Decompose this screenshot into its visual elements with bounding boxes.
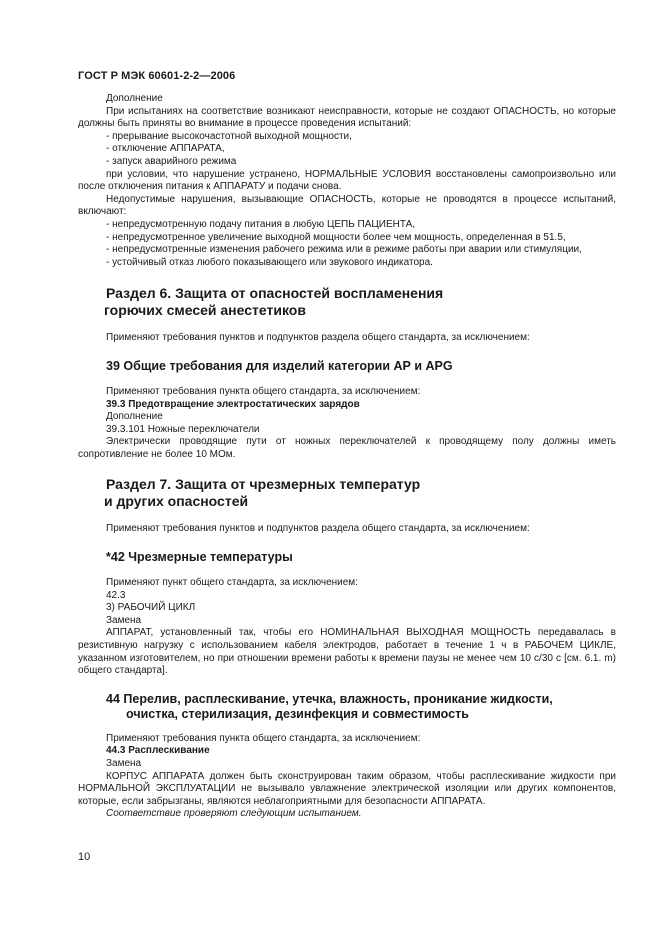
paragraph: при условии, что нарушение устранено, НОРМАЛЬНЫЕ УСЛОВИЯ восстановлены самопроизвольно или после отключения питания к АППАРАТУ и подачи снова. — [78, 168, 616, 193]
paragraph: Электрически проводящие пути от ножных переключателей к проводящему полу должны иметь сопротивление не более 10 МОм. — [78, 436, 616, 460]
list-item: - устойчивый отказ любого показывающего или звукового индикатора. — [106, 256, 433, 268]
clause-heading — [78, 692, 616, 722]
clause-heading: *42 Чрезмерные температуры — [106, 550, 293, 565]
subclause-heading: 44.3 Расплескивание — [106, 745, 210, 757]
subclause-item: 3) РАБОЧИЙ ЦИКЛ — [106, 602, 196, 614]
list-item: - запуск аварийного режима — [106, 155, 237, 167]
paragraph: Применяют требования пунктов и подпунктов раздела общего стандарта, за исключением: — [106, 523, 530, 535]
subclause-heading: 39.3 Предотвращение электростатических зарядов — [106, 398, 360, 410]
clause-title-line: 44 Перелив, расплескивание, утечка, влажность, проникание жидкости, — [106, 691, 553, 706]
paragraph: КОРПУС АППАРАТА должен быть сконструирован таким образом, чтобы расплескивание жидкости при НОРМАЛЬНОЙ ЭКСПЛУАТАЦИИ не вызывало увлажнение электрической изоляции или других компонентов, которые, если забрызганы, являются неблагоприятными для безопасности АППАРАТА. — [78, 770, 616, 807]
section-title-line: и других опасностей — [104, 493, 249, 510]
section-title-line: Раздел 6. Защита от опасностей воспламенения — [106, 285, 444, 302]
paragraph: Применяют требования пункта общего стандарта, за исключением: — [106, 385, 421, 397]
section-heading — [78, 476, 616, 510]
page-number: 10 — [78, 851, 91, 863]
section-title-line: Раздел 7. Защита от чрезмерных температур — [106, 476, 421, 493]
list-item: - прерывание высокочастотной выходной мощности, — [106, 130, 352, 142]
replace-label: Замена — [106, 758, 142, 769]
paragraph: Применяют пункт общего стандарта, за исключением: — [106, 577, 358, 589]
paragraph: При испытаниях на соответствие возникают неисправности, которые не создают ОПАСНОСТЬ, но которые должны быть приняты во внимание в процессе проведения испытаний: — [78, 105, 616, 130]
list-item: - отключение АППАРАТА, — [106, 143, 225, 155]
paragraph: АППАРАТ, установленный так, чтобы его НОМИНАЛЬНАЯ ВЫХОДНАЯ МОЩНОСТЬ передавалась в резистивную нагрузку с использованием кабеля электродов, работает в течение 1 ч в РАБОЧЕМ ЦИКЛЕ, указанном изготовителем, но при отношении времени работы к времени паузы не менее чем 10 с/30 с [см. 6.1. m) общего стандарта]. — [78, 627, 616, 677]
paragraph: Недопустимые нарушения, вызывающие ОПАСНОСТЬ, которые не проводятся в процессе испытаний, включают: — [78, 193, 616, 218]
subclause-number: 42.3 — [106, 589, 126, 601]
clause-title-line: очистка, стерилизация, дезинфекция и совместимость — [126, 706, 469, 721]
paragraph: Применяют требования пунктов и подпунктов раздела общего стандарта, за исключением: — [106, 332, 530, 344]
addition-label: Дополнение — [106, 93, 163, 104]
section-heading — [78, 285, 616, 319]
subclause-item: 39.3.101 Ножные переключатели — [106, 423, 260, 435]
section-title-line: горючих смесей анестетиков — [104, 302, 306, 319]
running-header: ГОСТ Р МЭК 60601-2-2—2006 — [78, 70, 236, 82]
clause-heading: 39 Общие требования для изделий категории АР и APG — [106, 358, 453, 373]
list-item: - непредусмотренную подачу питания в любую ЦЕПЬ ПАЦИЕНТА, — [106, 218, 416, 230]
list-item: - непредусмотренные изменения рабочего режима или в режиме работы при аварии или стимуляции, — [106, 244, 582, 256]
addition-label: Дополнение — [106, 411, 163, 423]
list-item: - непредусмотренное увеличение выходной мощности более чем мощность, определенная в 51.5, — [106, 231, 566, 243]
replace-label: Замена — [106, 614, 142, 626]
paragraph: Применяют требования пункта общего стандарта, за исключением: — [106, 732, 421, 744]
page-body — [78, 93, 616, 821]
compliance-note: Соответствие проверяют следующим испытанием. — [106, 808, 362, 820]
